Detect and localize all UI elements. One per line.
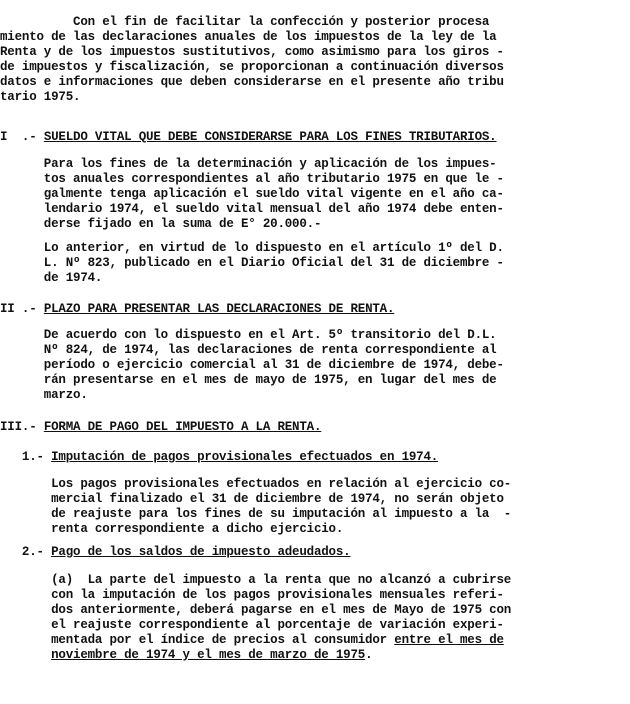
text-line: de 1974. (0, 271, 103, 285)
subsection-number: 2.- (0, 545, 52, 559)
text-line: rán presentarse en el mes de mayo de 1975, en lugar del mes de (0, 373, 497, 387)
subsection-2-paragraph (0, 573, 630, 663)
section-3-heading (0, 420, 630, 435)
text-line: período o ejercicio comercial al 31 de diciembre de 1974, debe- (0, 358, 504, 372)
text-line: . (365, 648, 373, 662)
subsection-1-paragraph (0, 477, 630, 537)
intro-line: datos e informaciones que deben considerarse en el presente año tribu (0, 75, 504, 89)
subsection-1-heading (0, 450, 630, 465)
text-line: L. Nº 823, publicado en el Diario Oficial del 31 de diciembre - (0, 256, 504, 270)
section-1-heading (0, 130, 630, 145)
section-2-heading (0, 302, 630, 317)
subsection-title: Imputación de pagos provisionales efectuados en 1974. (51, 450, 439, 464)
intro-paragraph (0, 15, 630, 105)
section-1-paragraph-1 (0, 157, 630, 232)
intro-line: tario 1975. (0, 90, 81, 104)
intro-line: Renta y de los impuestos sustitutivos, como asimismo para los giros - (0, 45, 504, 59)
subsection-number: 1.- (0, 450, 52, 464)
intro-line: Con el fin de facilitar la confección y posterior procesa (0, 15, 490, 29)
text-line: mercial finalizado el 31 de diciembre de 1974, no serán objeto (0, 492, 504, 506)
text-line: marzo. (0, 388, 88, 402)
section-1-paragraph-2 (0, 241, 630, 286)
text-line: renta correspondiente a dicho ejercicio. (0, 522, 344, 536)
text-line: (a) La parte del impuesto a la renta que no alcanzó a cubrirse (0, 573, 512, 587)
text-line: con la imputación de los pagos provisionales mensuales referi- (0, 588, 504, 602)
text-line: Nº 824, de 1974, las declaraciones de renta correspondiente al (0, 343, 497, 357)
section-number: III.- (0, 420, 44, 434)
text-line: el reajuste correspondiente al porcentaje de variación experi- (0, 618, 504, 632)
section-title: FORMA DE PAGO DEL IMPUESTO A LA RENTA. (43, 420, 322, 434)
intro-line: miento de las declaraciones anuales de los impuestos de la ley de la (0, 30, 497, 44)
underlined-text: entre el mes de (394, 633, 504, 647)
text-line: Lo anterior, en virtud de lo dispuesto en el artículo 1º del D. (0, 241, 504, 255)
section-number: II .- (0, 302, 44, 316)
section-2-paragraph (0, 328, 630, 403)
section-title: PLAZO PARA PRESENTAR LAS DECLARACIONES DE RENTA. (43, 302, 395, 316)
text-line: derse fijado en la suma de E° 20.000.- (0, 217, 322, 231)
subsection-title: Pago de los saldos de impuesto adeudados. (51, 545, 351, 559)
text-line: galmente tenga aplicación el sueldo vital vigente en el año ca- (0, 187, 504, 201)
text-line: de reajuste para los fines de su imputación al impuesto a la - (0, 507, 512, 521)
subsection-2-heading (0, 545, 630, 560)
text-line: mentada por el índice de precios al consumidor (0, 633, 395, 647)
section-title: SUELDO VITAL QUE DEBE CONSIDERARSE PARA LOS FINES TRIBUTARIOS. (43, 130, 497, 144)
underlined-text: noviembre de 1974 y el mes de marzo de 1975 (51, 648, 366, 662)
text-line: tos anuales correspondientes al año tributario 1975 en que le - (0, 172, 504, 186)
text-line: dos anteriormente, deberá pagarse en el mes de Mayo de 1975 con (0, 603, 512, 617)
intro-line: de impuestos y fiscalización, se proporcionan a continuación diversos (0, 60, 504, 74)
text-line: Para los fines de la determinación y aplicación de los impues- (0, 157, 497, 171)
section-number: I .- (0, 130, 44, 144)
text-indent (0, 648, 51, 662)
text-line: Los pagos provisionales efectuados en relación al ejercicio co- (0, 477, 512, 491)
text-line: lendario 1974, el sueldo vital mensual del año 1974 debe enten- (0, 202, 504, 216)
text-line: De acuerdo con lo dispuesto en el Art. 5º transitorio del D.L. (0, 328, 497, 342)
